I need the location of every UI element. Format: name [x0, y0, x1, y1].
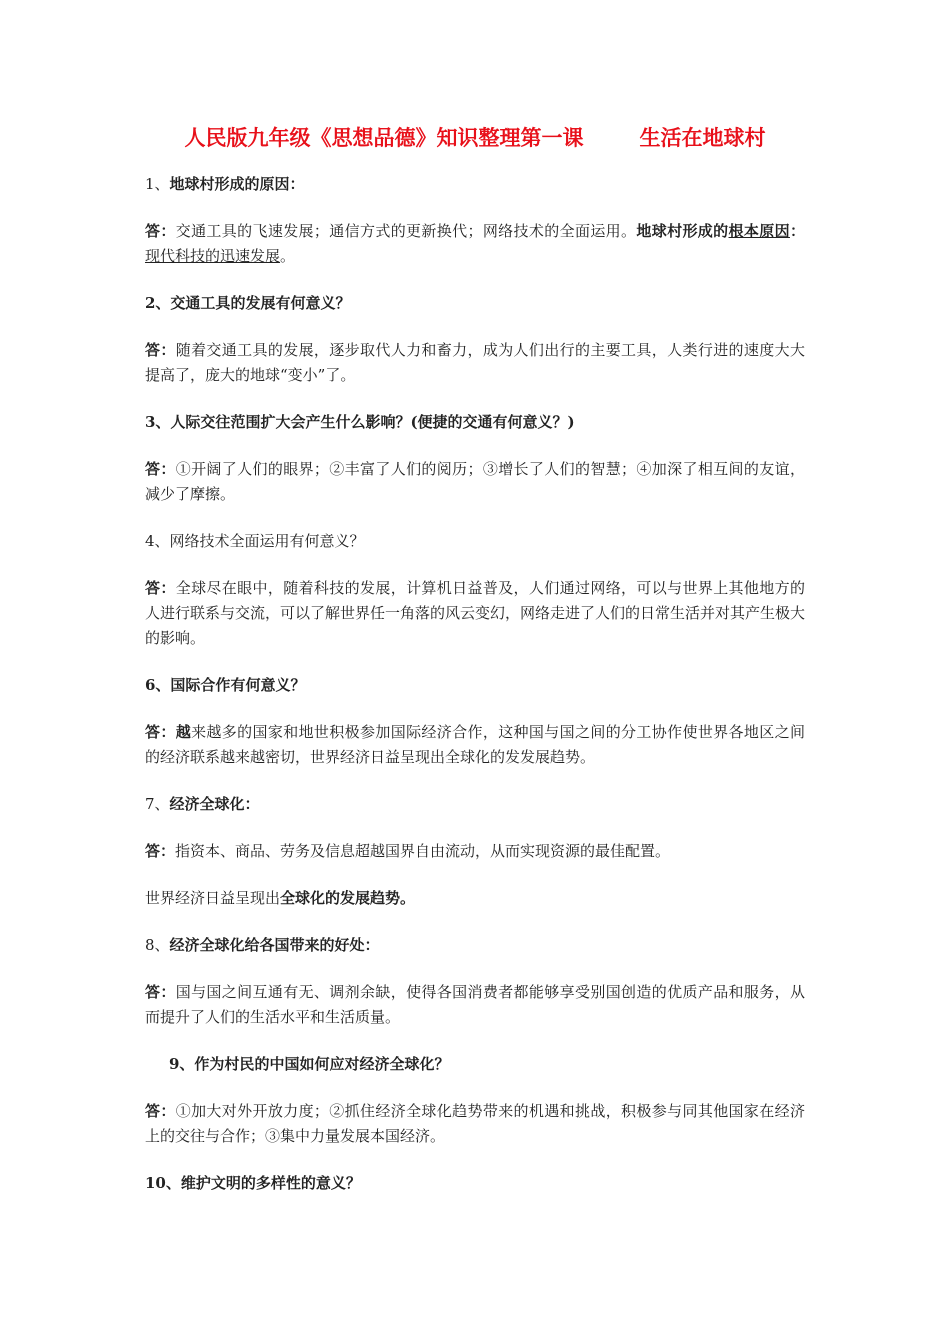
answer-7-extra-plain: 世界经济日益呈现出: [145, 889, 281, 907]
answer-7-text: 指资本、商品、劳务及信息超越国界自由流动，从而实现资源的最佳配置。: [175, 842, 671, 860]
answer-3: [145, 457, 805, 507]
answer-1-underlined: 现代科技的迅速发展: [145, 247, 281, 265]
answer-prefix: 答：: [145, 460, 176, 478]
document-title: [0, 122, 950, 152]
answer-4: [145, 576, 805, 651]
title-part-1: 人民版九年级《思想品德》知识整理第一课: [184, 125, 584, 150]
answer-6-bold: 越: [175, 723, 192, 741]
question-3: 3、人际交往范围扩大会产生什么影响？(便捷的交通有何意义？): [145, 413, 575, 431]
answer-9-text: ①加大对外开放力度；②抓住经济全球化趋势带来的机遇和挑战，积极参与同其他国家在经济上的交往与合作；③集中力量发展本国经济。: [145, 1102, 805, 1145]
question-1-number: 1、: [145, 175, 170, 193]
question-1-text: 地球村形成的原因：: [169, 175, 305, 193]
question-9: 9、作为村民的中国如何应对经济全球化？: [169, 1055, 450, 1073]
question-10: 10、维护文明的多样性的意义？: [145, 1174, 361, 1192]
answer-prefix: 答：: [145, 341, 176, 359]
answer-prefix: 答：: [145, 723, 176, 741]
answer-7-extra: [145, 886, 805, 911]
answer-prefix: 答：: [145, 579, 176, 597]
answer-4-text: 全球尽在眼中，随着科技的发展，计算机日益普及，人们通过网络，可以与世界上其他地方的人进行联系与交流，可以了解世界任一角落的风云变幻，网络走进了人们的日常生活并对其产生极大的影响。: [145, 579, 806, 647]
answer-3-text: ①开阔了人们的眼界；②丰富了人们的阅历；③增长了人们的智慧；④加深了相互间的友谊，减少了摩擦。: [145, 460, 805, 503]
answer-1-bold-underlined: 根本原因: [728, 222, 790, 240]
question-8-number: 8、: [145, 936, 170, 954]
answer-1-colon: ：: [789, 222, 805, 240]
answer-2: [145, 338, 805, 388]
question-7-number: 7、: [145, 795, 170, 813]
answer-1: [145, 219, 805, 269]
question-2: 2、交通工具的发展有何意义？: [145, 294, 351, 312]
answer-6-text: 来越多的国家和地世积极参加国际经济合作，这种国与国之间的分工协作使世界各地区之间的经济联系越来越密切，世界经济日益呈现出全球化的发发展趋势。: [145, 723, 805, 766]
question-4: 4、网络技术全面运用有何意义？: [145, 532, 365, 550]
answer-2-text: 随着交通工具的发展，逐步取代人力和畜力，成为人们出行的主要工具，人类行进的速度大大提高了，庞大的地球“变小”了。: [145, 341, 805, 384]
answer-7: [145, 839, 805, 864]
answer-7-extra-bold: 全球化的发展趋势。: [280, 889, 416, 907]
answer-prefix: 答：: [145, 842, 176, 860]
question-7: [145, 792, 805, 817]
title-part-2: 生活在地球村: [639, 125, 766, 150]
question-8-text: 经济全球化给各国带来的好处：: [169, 936, 380, 954]
question-8: [145, 933, 805, 958]
question-7-text: 经济全球化：: [169, 795, 260, 813]
answer-prefix: 答：: [145, 1102, 176, 1120]
answer-prefix: 答：: [145, 983, 176, 1001]
answer-9: [145, 1099, 805, 1149]
answer-1-bold: 地球村形成的: [636, 222, 729, 240]
document-body: [145, 172, 805, 1218]
answer-8: [145, 980, 805, 1030]
question-6: 6、国际合作有何意义？: [145, 676, 306, 694]
answer-1-text: 交通工具的飞速发展；通信方式的更新换代；网络技术的全面运用。: [175, 222, 637, 240]
answer-6: [145, 720, 805, 770]
answer-prefix: 答：: [145, 222, 176, 240]
question-1: [145, 172, 805, 197]
answer-8-text: 国与国之间互通有无、调剂余缺，使得各国消费者都能够享受别国创造的优质产品和服务，从而提升了人们的生活水平和生活质量。: [145, 983, 805, 1026]
answer-1-end: 。: [280, 247, 296, 265]
